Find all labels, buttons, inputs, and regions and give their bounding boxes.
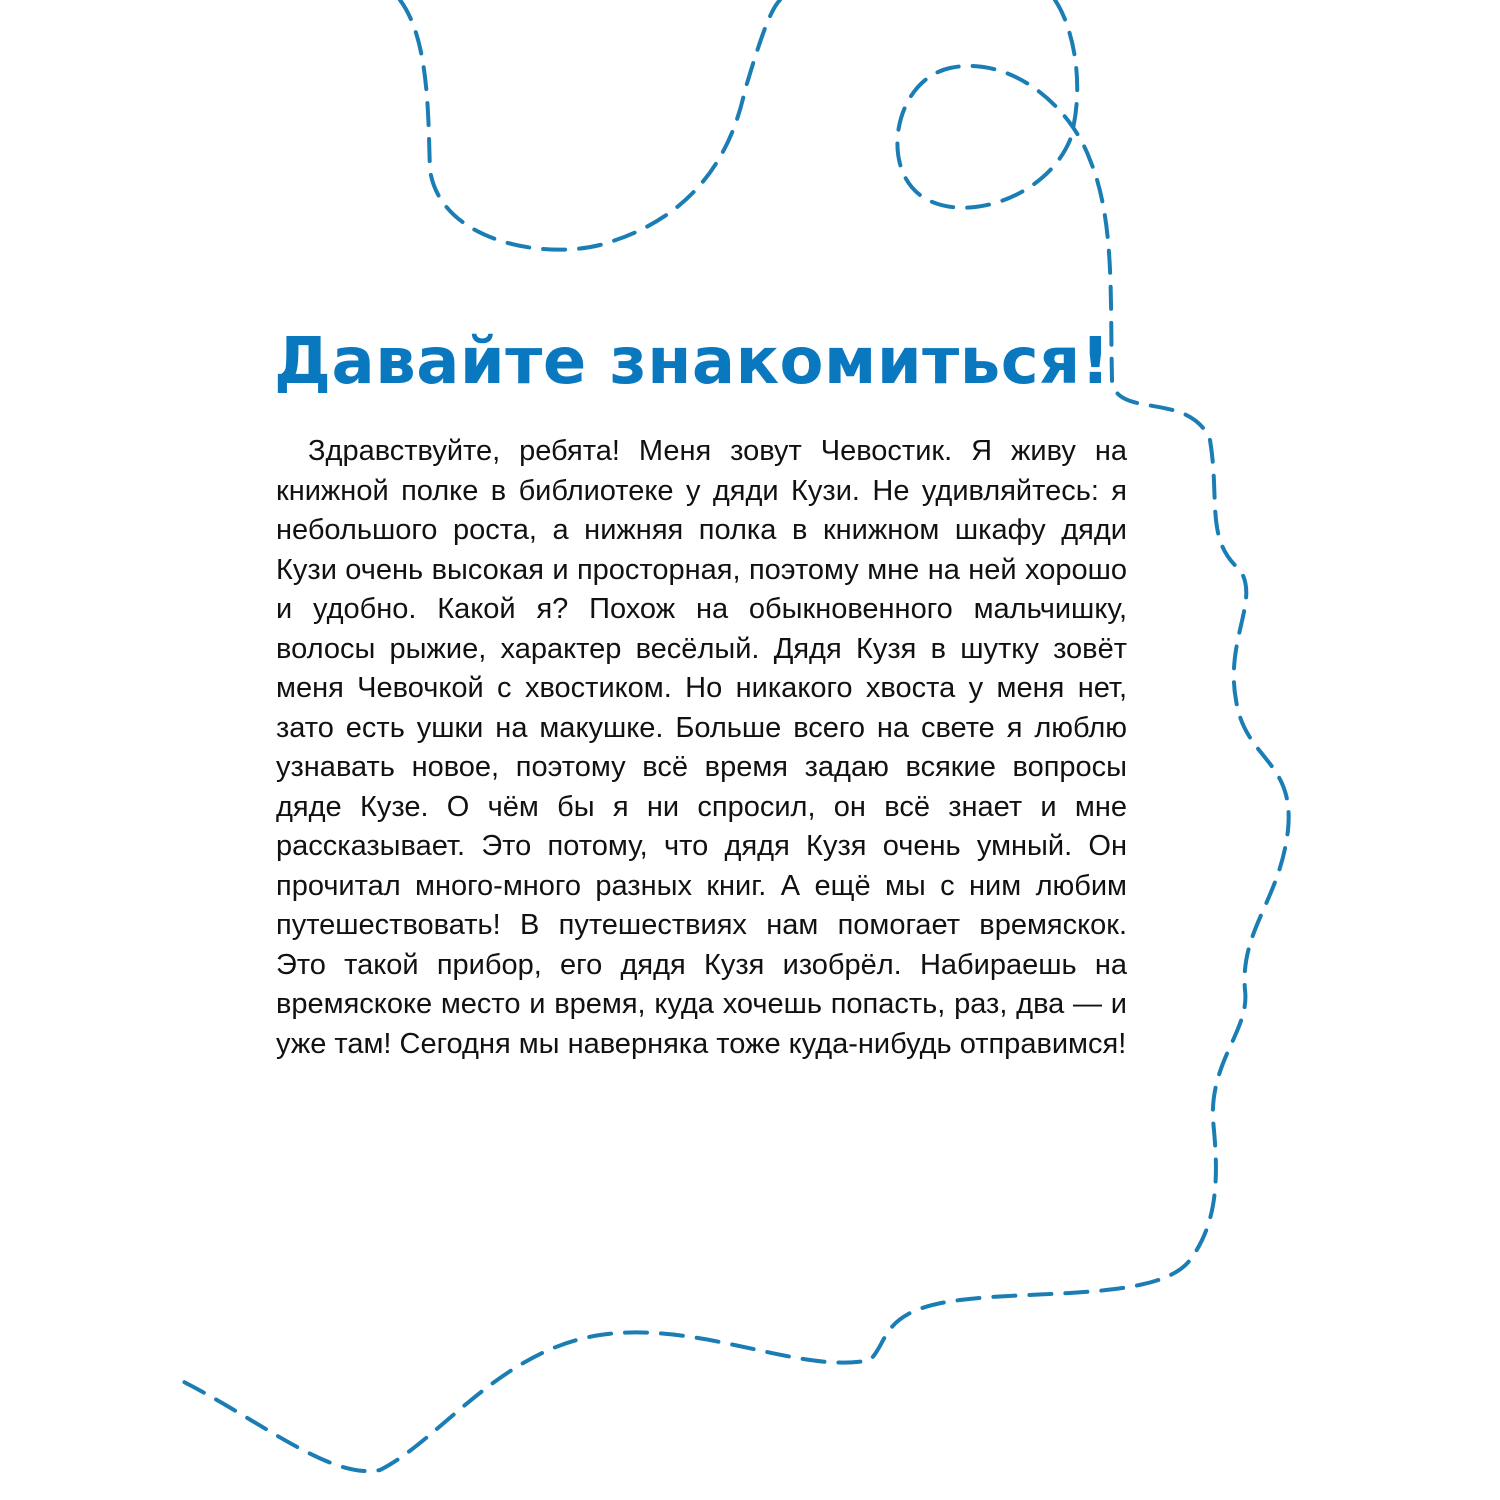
story-paragraph: Здравствуйте, ребята! Меня зовут Чевостик. Я живу на книжной полке в библиотеке у дяди Кузи. Не удивляйтесь: я небольшого роста, а нижняя полка в книжном шкафу дяди Кузи очень высокая и просторная, поэтому мне на ней хорошо и удобно. Какой я? Похож на обыкновенного мальчишку, волосы рыжие, характер весёлый. Дядя Кузя в шутку зовёт меня Чевочкой с хвостиком. Но никакого хвоста у меня нет, зато есть ушки на макушке. Больше всего на свете я люблю узнавать новое, поэтому всё время задаю всякие вопросы дяде Кузе. О чём бы я ни спросил, он всё знает и мне рассказывает. Это потому, что дядя Кузя очень умный. Он прочитал много-много разных книг. А ещё мы с ним любим путешествовать! В путешествиях нам помогает времяскок. Это такой прибор, его дядя Кузя изобрёл. Набираешь на времяскоке место и время, куда хочешь попасть, раз, два — и уже там! Сегодня мы наверняка тоже куда-нибудь отправимся! bbox=[276, 435, 1127, 1060]
page-title: Давайте знакомиться! bbox=[274, 325, 1111, 399]
top-dashed-curve bbox=[400, 0, 780, 250]
